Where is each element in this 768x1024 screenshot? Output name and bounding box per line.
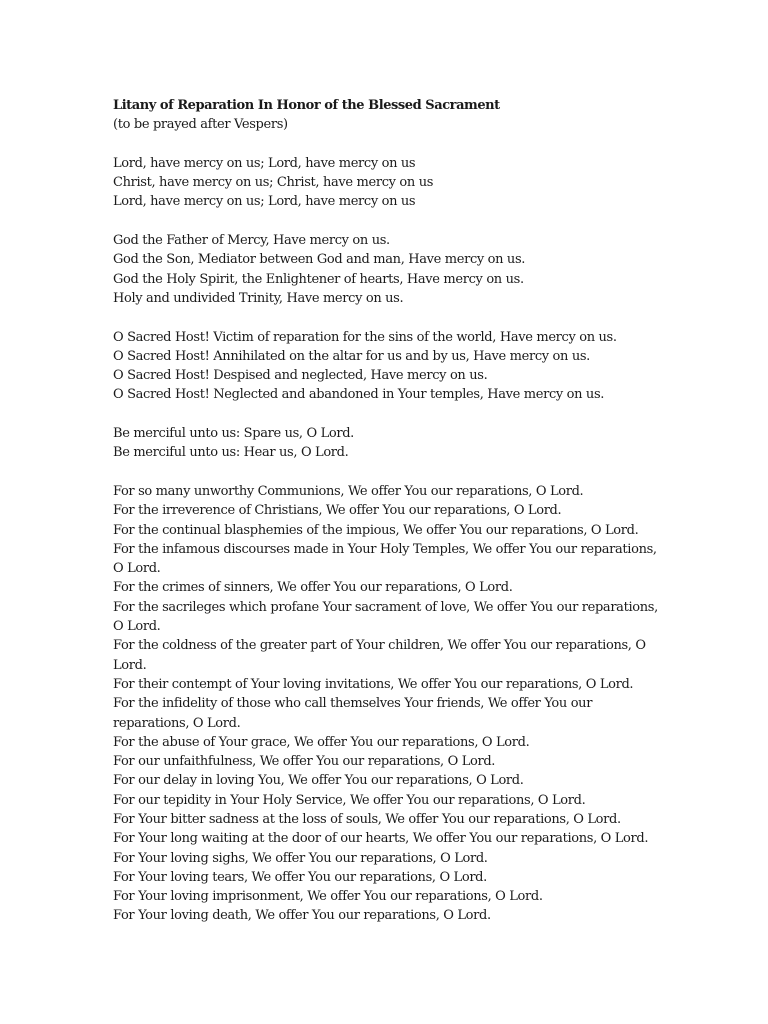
reparation-line: For the coldness of the greater part of Your children, We offer You our reparations, O [113, 638, 646, 654]
reparation-petition [113, 694, 693, 733]
reparation-line: For so many unworthy Communions, We offer You our reparations, O Lord. [113, 483, 584, 499]
trinity-line: Holy and undivided Trinity, Have mercy on us. [113, 290, 404, 306]
reparation-petition [113, 636, 693, 675]
reparation-line: reparations, O Lord. [113, 715, 241, 731]
reparation-petition [113, 598, 693, 637]
kyrie-line: Lord, have mercy on us; Lord, have mercy on us [113, 155, 416, 171]
reparation-petition [113, 501, 693, 520]
reparation-petition [113, 887, 693, 906]
reparation-petition [113, 578, 693, 597]
merciful-line: Be merciful unto us: Spare us, O Lord. [113, 426, 354, 442]
reparation-line: For Your loving death, We offer You our reparations, O Lord. [113, 908, 491, 924]
reparation-line: For Your bitter sadness at the loss of souls, We offer You our reparations, O Lord. [113, 811, 621, 827]
reparation-petition [113, 868, 693, 887]
reparation-line: For the irreverence of Christians, We offer You our reparations, O Lord. [113, 503, 562, 519]
reparation-petition [113, 791, 693, 810]
reparation-line: O Lord. [113, 561, 161, 577]
reparation-line: For their contempt of Your loving invitations, We offer You our reparations, O Lord. [113, 676, 634, 692]
reparation-line: Lord. [113, 657, 147, 673]
reparation-line: For the abuse of Your grace, We offer You our reparations, O Lord. [113, 734, 530, 750]
reparation-line: For Your loving tears, We offer You our reparations, O Lord. [113, 869, 487, 885]
reparation-petition [113, 906, 693, 925]
reparation-petition [113, 521, 693, 540]
reparation-line: For the infamous discourses made in Your Holy Temples, We offer You our reparations, [113, 541, 657, 557]
reparation-petition [113, 675, 693, 694]
document-subtitle: (to be prayed after Vespers) [113, 117, 288, 133]
reparation-petition [113, 771, 693, 790]
reparation-line: For Your loving sighs, We offer You our reparations, O Lord. [113, 850, 488, 866]
merciful-section [113, 424, 693, 463]
reparations-section [113, 482, 693, 926]
sacred-host-line: O Sacred Host! Victim of reparation for the sins of the world, Have mercy on us. [113, 329, 617, 345]
reparation-line: For the infidelity of those who call themselves Your friends, We offer You our [113, 696, 593, 712]
reparation-petition [113, 733, 693, 752]
reparation-line: For Your long waiting at the door of our hearts, We offer You our reparations, O Lord. [113, 831, 649, 847]
document-page [113, 96, 693, 926]
trinity-line: God the Holy Spirit, the Enlightener of hearts, Have mercy on us. [113, 271, 524, 287]
reparation-petition [113, 482, 693, 501]
reparation-line: For Your loving imprisonment, We offer You our reparations, O Lord. [113, 889, 543, 905]
reparation-petition [113, 540, 693, 579]
kyrie-section [113, 154, 693, 212]
reparation-line: For our unfaithfulness, We offer You our reparations, O Lord. [113, 754, 496, 770]
reparation-petition [113, 829, 693, 848]
sacred-host-line: O Sacred Host! Neglected and abandoned in Your temples, Have mercy on us. [113, 387, 605, 403]
reparation-line: For our tepidity in Your Holy Service, We offer You our reparations, O Lord. [113, 792, 586, 808]
document-title: Litany of Reparation In Honor of the Blessed Sacrament [113, 98, 500, 113]
kyrie-line: Lord, have mercy on us; Lord, have mercy on us [113, 194, 416, 210]
sacred-host-line: O Sacred Host! Despised and neglected, Have mercy on us. [113, 368, 488, 384]
reparation-line: For the continual blasphemies of the impious, We offer You our reparations, O Lord. [113, 522, 639, 538]
sacred-host-line: O Sacred Host! Annihilated on the altar for us and by us, Have mercy on us. [113, 348, 590, 364]
merciful-line: Be merciful unto us: Hear us, O Lord. [113, 445, 349, 461]
sacred-host-section [113, 328, 693, 405]
kyrie-line: Christ, have mercy on us; Christ, have mercy on us [113, 175, 434, 191]
reparation-line: O Lord. [113, 619, 161, 635]
trinity-line: God the Son, Mediator between God and man, Have mercy on us. [113, 252, 526, 268]
reparation-line: For our delay in loving You, We offer You our reparations, O Lord. [113, 773, 524, 789]
trinity-line: God the Father of Mercy, Have mercy on us. [113, 233, 390, 249]
trinity-section [113, 231, 693, 308]
reparation-line: For the sacrileges which profane Your sacrament of love, We offer You our reparations, [113, 599, 658, 615]
reparation-petition [113, 810, 693, 829]
reparation-petition [113, 849, 693, 868]
reparation-petition [113, 752, 693, 771]
reparation-line: For the crimes of sinners, We offer You our reparations, O Lord. [113, 580, 513, 596]
